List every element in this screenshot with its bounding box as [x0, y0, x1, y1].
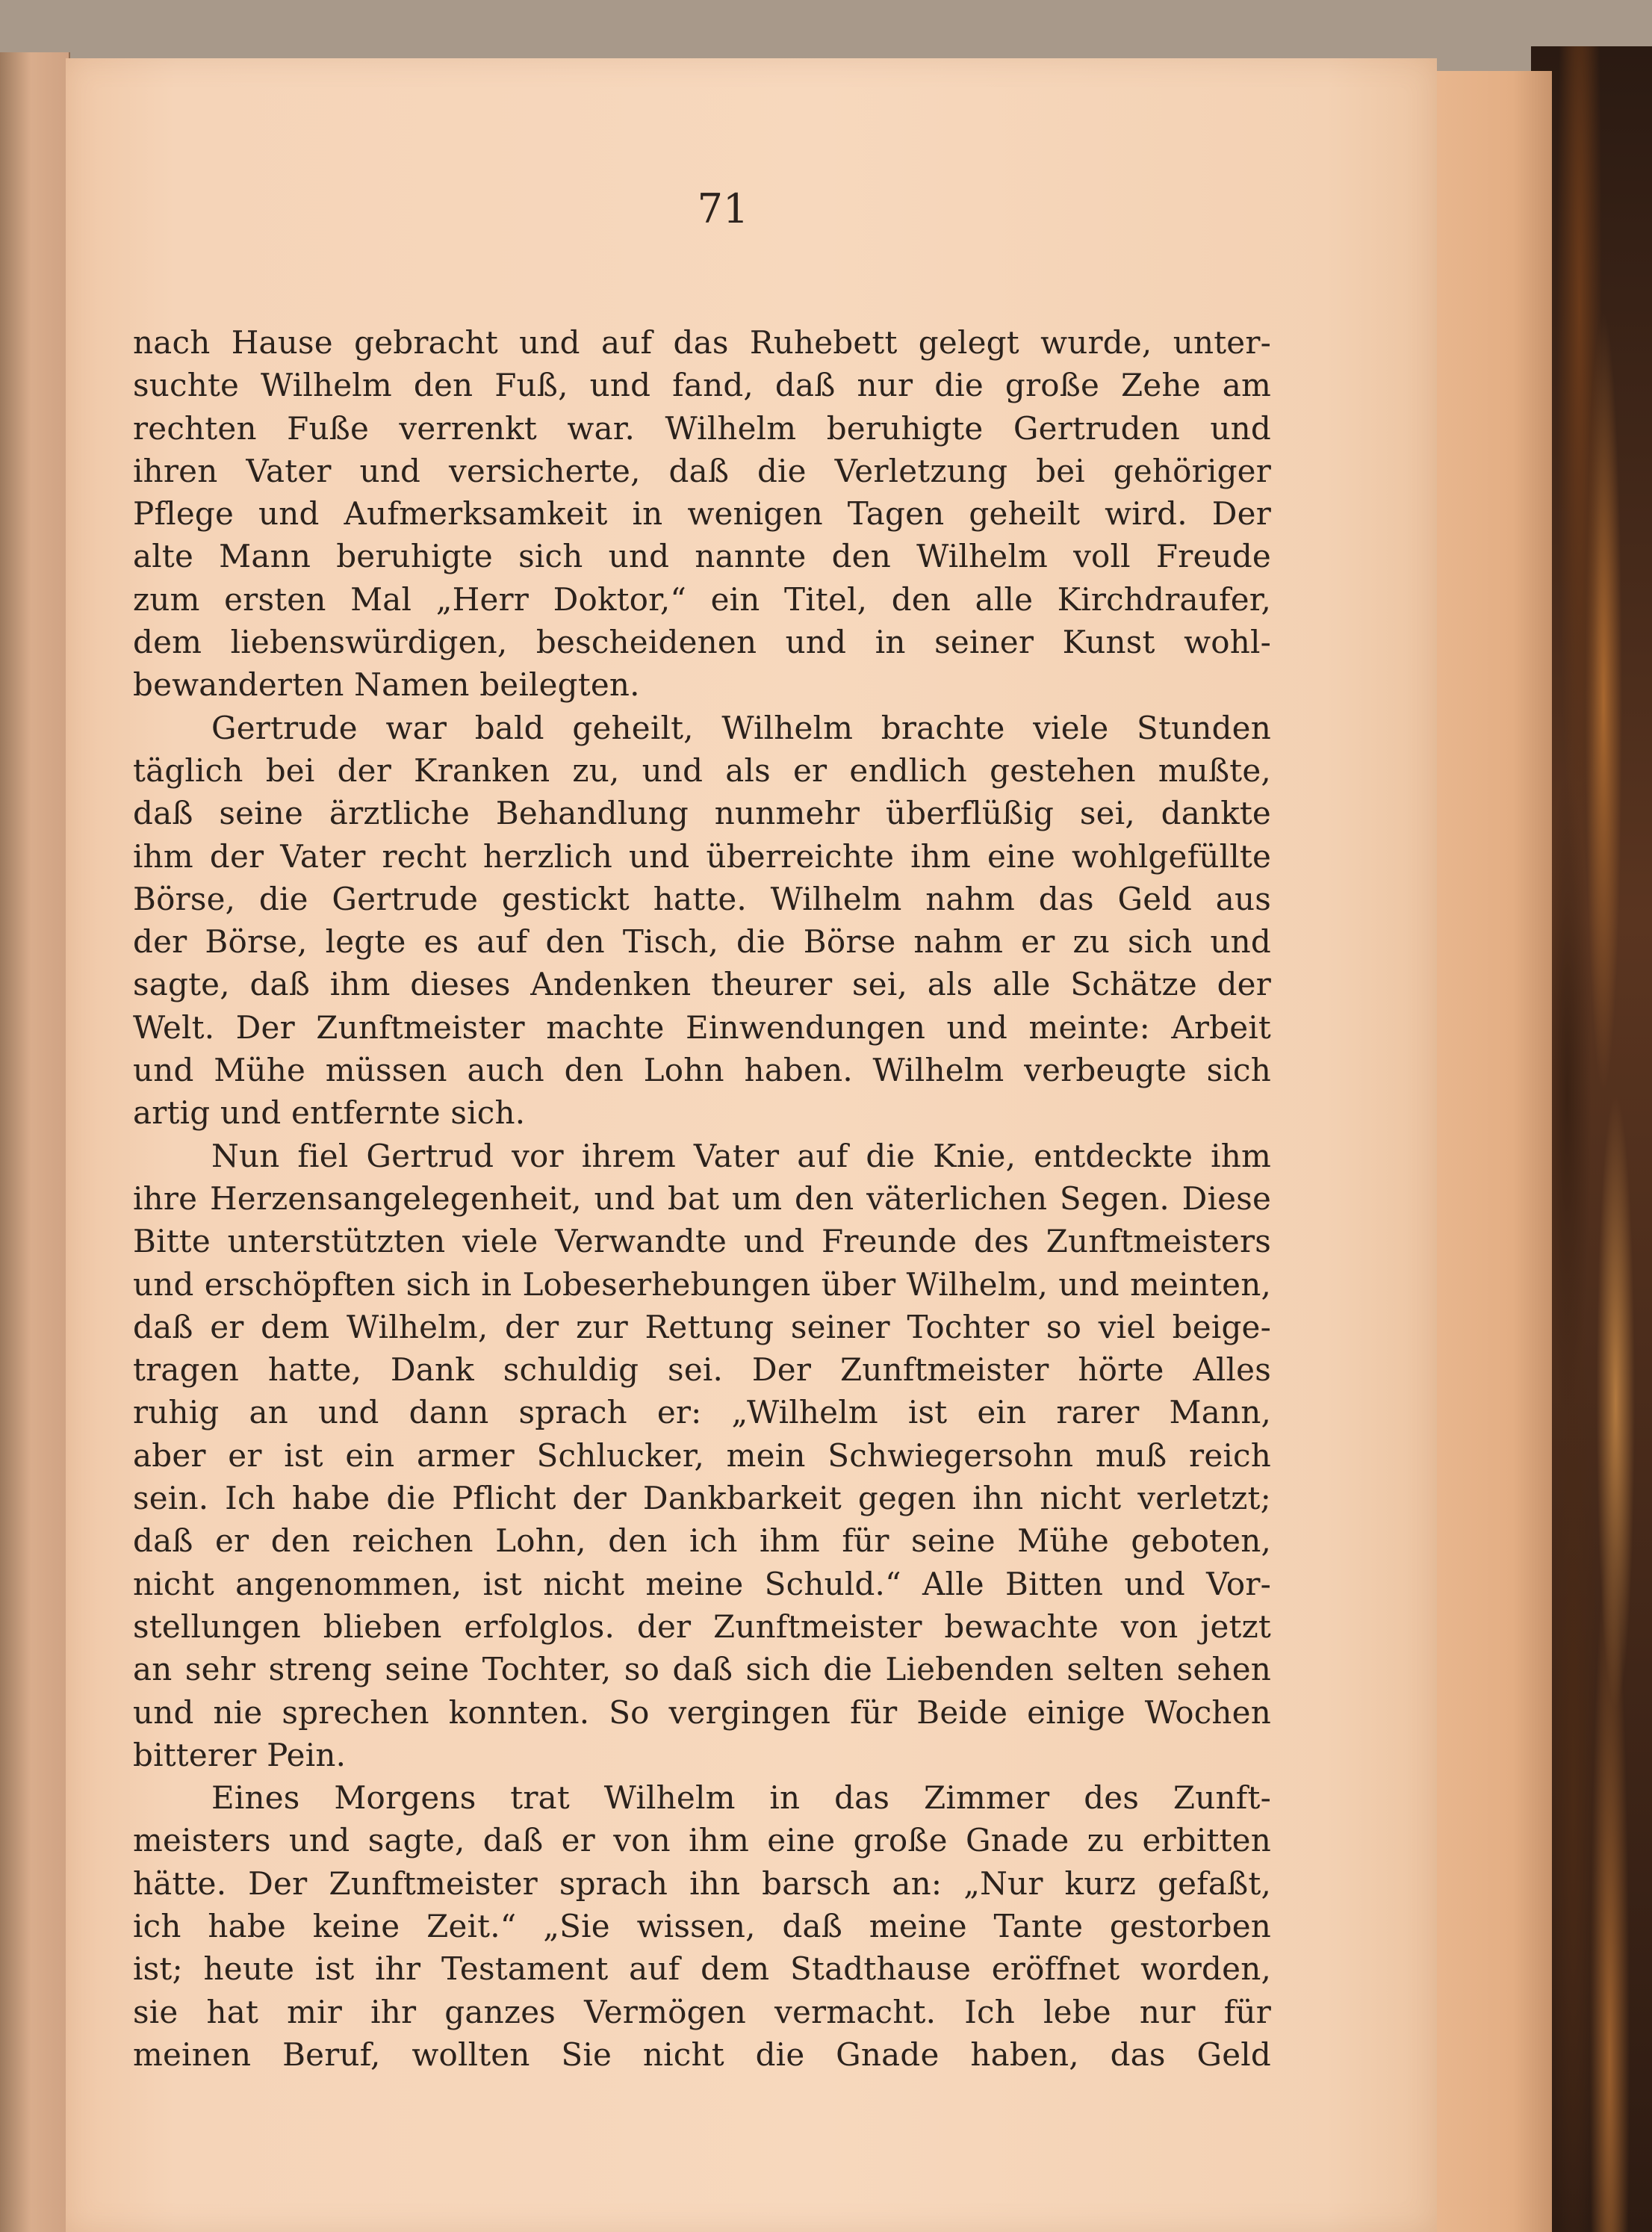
- page-stack-edge: [1419, 71, 1552, 2232]
- page-number: 71: [697, 185, 749, 232]
- text-line: Gertrude war bald geheilt, Wilhelm brachte viele Stunden: [211, 709, 1271, 746]
- text-line: täglich bei der Kranken zu, und als er endlich gestehen mußte,: [133, 751, 1271, 789]
- text-line: Börse, die Gertrude gestickt hatte. Wilhelm nahm das Geld aus: [133, 880, 1271, 917]
- text-line: Nun fiel Gertrud vor ihrem Vater auf die Knie, entdeckte ihm: [211, 1137, 1271, 1174]
- text-line: dem liebenswürdigen, bescheidenen und in seiner Kunst wohl-: [133, 624, 1271, 661]
- text-line: Welt. Der Zunftmeister machte Einwendungen und meinte: Arbeit: [133, 1008, 1271, 1046]
- text-line: ihre Herzensangelegenheit, und bat um den väterlichen Segen. Diese: [133, 1179, 1271, 1217]
- text-line: der Börse, legte es auf den Tisch, die Börse nahm er zu sich und: [133, 923, 1271, 961]
- left-page-edge: [0, 52, 70, 2232]
- text-line: ich habe keine Zeit.“ „Sie wissen, daß meine Tante gestorben: [133, 1907, 1271, 1944]
- text-line: und nie sprechen konnten. So vergingen für Beide einige Wochen: [133, 1693, 1271, 1731]
- text-line: nach Hause gebracht und auf das Ruhebett gelegt wurde, unter-: [133, 324, 1271, 361]
- text-line: ihren Vater und versicherte, daß die Verletzung bei gehöriger: [133, 452, 1271, 489]
- text-line: Pflege und Aufmerksamkeit in wenigen Tagen geheilt wird. Der: [133, 495, 1271, 533]
- text-line: Bitte unterstützten viele Verwandte und Freunde des Zunftmeisters: [133, 1223, 1271, 1260]
- text-line: zum ersten Mal „Herr Doktor,“ ein Titel, den alle Kirchdraufer,: [133, 580, 1271, 618]
- text-line: ihm der Vater recht herzlich und überreichte ihm eine wohlgefüllte: [133, 837, 1271, 875]
- text-line: daß er dem Wilhelm, der zur Rettung seiner Tochter so viel beige-: [133, 1308, 1271, 1345]
- book-page: [66, 58, 1437, 2232]
- text-line: alte Mann beruhigte sich und nannte den Wilhelm voll Freude: [133, 538, 1271, 575]
- text-line: Eines Morgens trat Wilhelm in das Zimmer des Zunft-: [211, 1779, 1271, 1817]
- text-line: sie hat mir ihr ganzes Vermögen vermacht. Ich lebe nur für: [133, 1993, 1271, 2030]
- text-line: tragen hatte, Dank schuldig sei. Der Zunftmeister hörte Alles: [133, 1351, 1271, 1389]
- text-line: bewanderten Namen beilegten.: [133, 666, 640, 704]
- text-line: daß seine ärztliche Behandlung nunmehr überflüßig sei, dankte: [133, 795, 1271, 832]
- text-line: und Mühe müssen auch den Lohn haben. Wilhelm verbeugte sich: [133, 1052, 1271, 1089]
- text-line: hätte. Der Zunftmeister sprach ihn barsch an: „Nur kurz gefaßt,: [133, 1864, 1271, 1902]
- text-line: artig und entfernte sich.: [133, 1094, 526, 1132]
- text-line: sagte, daß ihm dieses Andenken theurer sei, als alle Schätze der: [133, 966, 1271, 1003]
- page-text: [133, 321, 1271, 2076]
- text-line: sein. Ich habe die Pflicht der Dankbarkeit gegen ihn nicht verletzt;: [133, 1480, 1271, 1517]
- text-line: stellungen blieben erfolglos. der Zunftmeister bewachte von jetzt: [133, 1608, 1271, 1645]
- text-line: suchte Wilhelm den Fuß, und fand, daß nur die große Zehe am: [133, 367, 1271, 404]
- text-line: bitterer Pein.: [133, 1736, 347, 1773]
- text-line: und erschöpften sich in Lobeserhebungen über Wilhelm, und meinten,: [133, 1265, 1271, 1303]
- text-line: ruhig an und dann sprach er: „Wilhelm ist ein rarer Mann,: [133, 1394, 1271, 1431]
- text-line: meinen Beruf, wollten Sie nicht die Gnade haben, das Geld: [133, 2036, 1271, 2073]
- text-line: nicht angenommen, ist nicht meine Schuld.“ Alle Bitten und Vor-: [133, 1565, 1271, 1602]
- text-line: aber er ist ein armer Schlucker, mein Schwiegersohn muß reich: [133, 1436, 1271, 1474]
- text-line: meisters und sagte, daß er von ihm eine große Gnade zu erbitten: [133, 1822, 1271, 1859]
- text-line: daß er den reichen Lohn, den ich ihm für seine Mühe geboten,: [133, 1522, 1271, 1560]
- text-line: an sehr streng seine Tochter, so daß sich die Liebenden selten sehen: [133, 1651, 1271, 1688]
- text-line: ist; heute ist ihr Testament auf dem Stadthause eröffnet worden,: [133, 1950, 1271, 1988]
- text-line: rechten Fuße verrenkt war. Wilhelm beruhigte Gertruden und: [133, 409, 1271, 447]
